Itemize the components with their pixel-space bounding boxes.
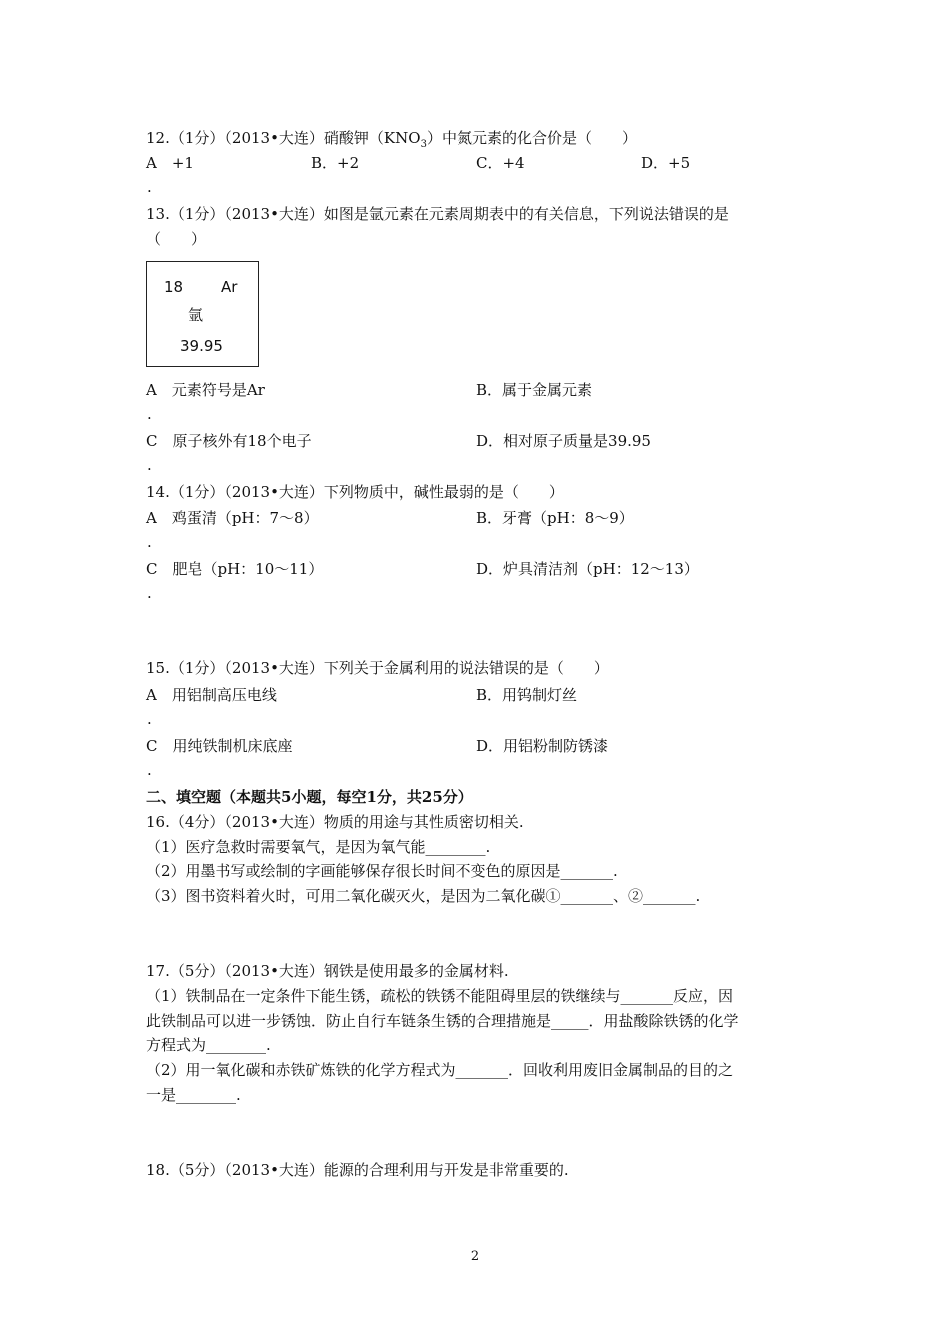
q12-option-d: D．+5 — [641, 154, 691, 172]
q15-option-b: B．用钨制灯丝 — [476, 686, 578, 704]
q12-stem: 12.（1分）（2013•大连）硝酸钾$(KNO_3)$中氮元素的化合价是（ ） — [146, 129, 637, 150]
option-dot: . — [147, 456, 152, 474]
q16-line: （2）用墨书写或绘制的字画能够保存很长时间不变色的原因是_______. — [146, 862, 618, 880]
q13-stem: 13.（1分）（2013•大连）如图是氩元素在元素周期表中的有关信息，下列说法错误的是 — [146, 205, 729, 223]
q17-line: 方程式为________. — [146, 1036, 271, 1054]
option-dot: . — [147, 710, 152, 728]
page-number: 2 — [470, 1249, 480, 1264]
q14-option-d: D．炉具清洁剂（pH：12～13） — [476, 560, 699, 578]
q17-stem: 17.（5分）（2013•大连）钢铁是使用最多的金属材料. — [146, 962, 509, 980]
q16-stem: 16.（4分）（2013•大连）物质的用途与其性质密切相关. — [146, 813, 524, 831]
q15-option-c: C 用纯铁制机床底座 — [146, 737, 293, 755]
q12-subscript: 3 — [420, 139, 427, 150]
q12-option-c: C．+4 — [476, 154, 525, 172]
q14-option-b: B．牙膏（pH：8～9） — [476, 509, 634, 527]
q15-stem: 15.（1分）（2013•大连）下列关于金属利用的说法错误的是（ ） — [146, 659, 609, 677]
q13-stem-cont: （ ） — [146, 230, 207, 248]
q13-option-d: D．相对原子质量是39.95 — [476, 432, 651, 450]
q15-option-d: D．用铝粉制防锈漆 — [476, 737, 609, 755]
option-dot: . — [147, 761, 152, 779]
option-dot: . — [147, 533, 152, 551]
q13-option-c: C 原子核外有18个电子 — [146, 432, 312, 450]
element-mass: 39.95 — [180, 337, 223, 355]
q18-stem: 18.（5分）（2013•大连）能源的合理利用与开发是非常重要的. — [146, 1161, 569, 1179]
element-number: 18 — [164, 278, 184, 296]
q13-option-a: A 元素符号是Ar — [146, 381, 265, 399]
q16-line: （3）图书资料着火时，可用二氧化碳灭火，是因为二氧化碳①_______、②_______. — [146, 887, 701, 905]
section-heading: 二、填空题（本题共5小题，每空1分，共25分） — [146, 788, 473, 806]
q17-line: （1）铁制品在一定条件下能生锈，疏松的铁锈不能阻碍里层的铁继续与_______反应，因 — [146, 987, 734, 1005]
q12-option-a: A +1 — [146, 154, 194, 172]
q13-option-b: B．属于金属元素 — [476, 381, 593, 399]
q17-line: 此铁制品可以进一步锈蚀．防止自行车链条生锈的合理措施是_____．用盐酸除铁锈的化学 — [146, 1012, 739, 1030]
element-name: 氩 — [188, 306, 204, 324]
element-symbol: Ar — [221, 278, 238, 296]
q14-option-a: A 鸡蛋清（pH：7～8） — [146, 509, 319, 527]
q16-line: （1）医疗急救时需要氧气，是因为氧气能________. — [146, 838, 491, 856]
option-dot: . — [147, 178, 152, 196]
element-tile-argon — [146, 261, 259, 367]
q15-option-a: A 用铝制高压电线 — [146, 686, 277, 704]
q14-option-c: C 肥皂（pH：10～11） — [146, 560, 324, 578]
q17-line: 一是________. — [146, 1086, 241, 1104]
option-dot: . — [147, 584, 152, 602]
q14-stem: 14.（1分）（2013•大连）下列物质中，碱性最弱的是（ ） — [146, 483, 564, 501]
q12-option-b: B．+2 — [311, 154, 360, 172]
option-dot: . — [147, 405, 152, 423]
q17-line: （2）用一氧化碳和赤铁矿炼铁的化学方程式为_______．回收利用废旧金属制品的目的之 — [146, 1061, 734, 1079]
